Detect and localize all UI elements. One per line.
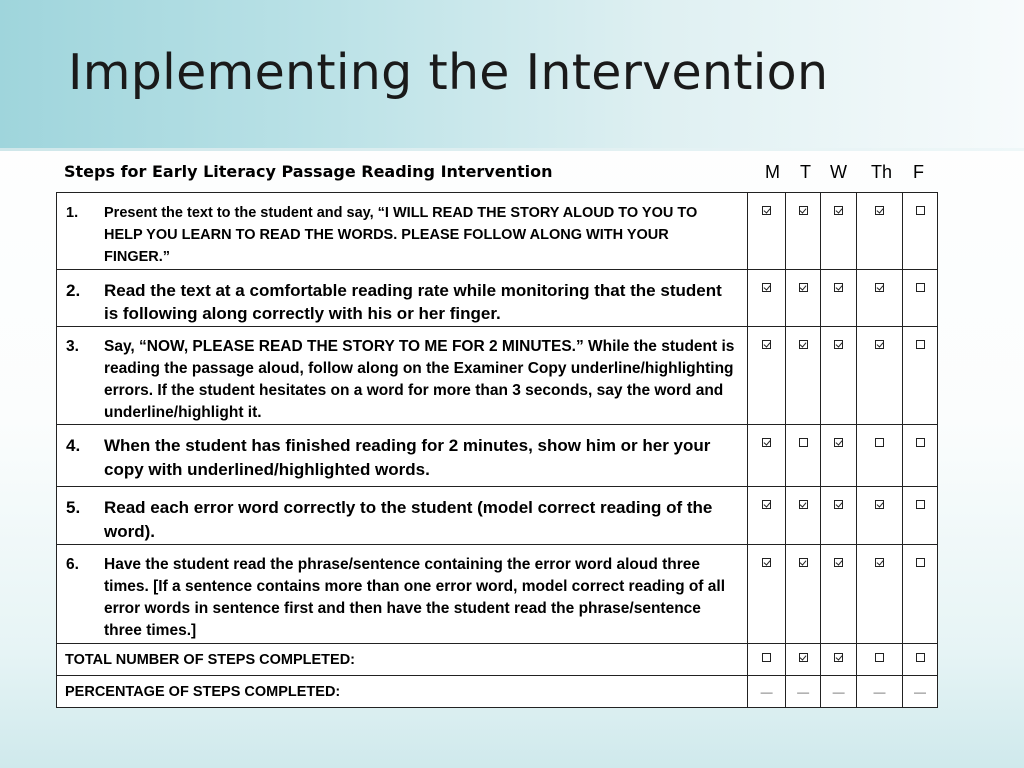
check-cell-f[interactable] (903, 487, 938, 545)
check-cell-th[interactable] (857, 487, 903, 545)
checkbox[interactable] (875, 653, 884, 662)
checkbox[interactable] (834, 206, 843, 215)
checkbox[interactable] (875, 283, 884, 292)
checkbox[interactable] (799, 500, 808, 509)
step-number: 3. (66, 338, 79, 355)
check-cell-th[interactable] (857, 545, 903, 644)
checkbox[interactable] (834, 500, 843, 509)
check-cell-m[interactable] (748, 327, 786, 425)
percentage-label: PERCENTAGE OF STEPS COMPLETED: (57, 676, 748, 708)
table-header (56, 160, 938, 188)
check-cell-t[interactable] (786, 327, 821, 425)
check-cell-f[interactable] (903, 425, 938, 487)
checkbox[interactable] (762, 653, 771, 662)
checkbox[interactable] (916, 283, 925, 292)
step-row (57, 327, 938, 425)
percentage-cell-th[interactable]: — (857, 676, 903, 708)
slide-title: Implementing the Intervention (68, 44, 829, 101)
checkbox[interactable] (916, 206, 925, 215)
check-cell-th[interactable] (857, 425, 903, 487)
checkbox[interactable] (762, 438, 771, 447)
checkbox[interactable] (799, 558, 808, 567)
step-text: Have the student read the phrase/sentence containing the error word aloud three times. [If a sentence contains more than one error word, model correct reading of all error words in sentence first and then have the student read the phrase/sentence three times.] (104, 556, 726, 639)
total-cell-w[interactable] (821, 644, 857, 676)
checkbox[interactable] (875, 340, 884, 349)
step-text: Say, “NOW, PLEASE READ THE STORY TO ME FOR 2 MINUTES.” While the student is reading the passage aloud, follow along on the Examiner Copy underline/highlighting errors. If the student hesitates on a word for more than 3 seconds, say the word and underline/highlight it. (104, 338, 735, 421)
check-cell-m[interactable] (748, 487, 786, 545)
total-row (57, 644, 938, 676)
day-header-friday: F (913, 162, 924, 182)
total-cell-m[interactable] (748, 644, 786, 676)
check-cell-t[interactable] (786, 270, 821, 327)
day-header-wednesday: W (830, 162, 847, 182)
checkbox[interactable] (834, 438, 843, 447)
step-text: Present the text to the student and say, “I WILL READ THE STORY ALOUD TO YOU TO HELP YOU LEARN TO READ THE WORDS. PLEASE FOLLOW ALONG WITH YOUR FINGER.” (104, 205, 698, 265)
day-header-tuesday: T (800, 162, 811, 182)
step-number: 2. (66, 281, 81, 300)
checkbox[interactable] (799, 340, 808, 349)
check-cell-w[interactable] (821, 487, 857, 545)
checkbox[interactable] (875, 558, 884, 567)
step-number: 4. (66, 436, 81, 455)
check-cell-th[interactable] (857, 327, 903, 425)
checkbox[interactable] (834, 340, 843, 349)
checkbox[interactable] (762, 283, 771, 292)
checkbox[interactable] (875, 500, 884, 509)
step-text: Read the text at a comfortable reading rate while monitoring that the student is following along correctly with his or her finger. (104, 281, 722, 323)
total-cell-f[interactable] (903, 644, 938, 676)
check-cell-f[interactable] (903, 327, 938, 425)
step-cell (57, 327, 748, 425)
checkbox[interactable] (799, 653, 808, 662)
day-header-monday: M (765, 162, 780, 182)
steps-table (56, 192, 938, 708)
step-row (57, 425, 938, 487)
check-cell-t[interactable] (786, 425, 821, 487)
check-cell-f[interactable] (903, 270, 938, 327)
check-cell-m[interactable] (748, 270, 786, 327)
step-number: 5. (66, 498, 81, 517)
check-cell-t[interactable] (786, 193, 821, 270)
checkbox[interactable] (799, 206, 808, 215)
percentage-row (57, 676, 938, 708)
step-cell (57, 487, 748, 545)
checkbox[interactable] (799, 438, 808, 447)
check-cell-w[interactable] (821, 545, 857, 644)
checkbox[interactable] (762, 206, 771, 215)
step-cell (57, 270, 748, 327)
checkbox[interactable] (762, 340, 771, 349)
checkbox[interactable] (916, 438, 925, 447)
check-cell-w[interactable] (821, 327, 857, 425)
checkbox[interactable] (834, 653, 843, 662)
checkbox[interactable] (875, 438, 884, 447)
step-text: Read each error word correctly to the student (model correct reading of the word). (104, 498, 713, 541)
step-row (57, 193, 938, 270)
check-cell-w[interactable] (821, 425, 857, 487)
check-cell-th[interactable] (857, 270, 903, 327)
checkbox[interactable] (916, 558, 925, 567)
step-cell (57, 193, 748, 270)
checkbox[interactable] (875, 206, 884, 215)
step-number: 1. (66, 205, 79, 221)
checkbox[interactable] (799, 283, 808, 292)
total-cell-t[interactable] (786, 644, 821, 676)
check-cell-m[interactable] (748, 425, 786, 487)
step-cell (57, 545, 748, 644)
checkbox[interactable] (762, 500, 771, 509)
percentage-cell-t[interactable]: — (786, 676, 821, 708)
total-cell-th[interactable] (857, 644, 903, 676)
check-cell-f[interactable] (903, 545, 938, 644)
checkbox[interactable] (834, 283, 843, 292)
step-number: 6. (66, 556, 79, 573)
checkbox[interactable] (834, 558, 843, 567)
step-cell (57, 425, 748, 487)
check-cell-t[interactable] (786, 545, 821, 644)
checkbox[interactable] (916, 340, 925, 349)
check-cell-m[interactable] (748, 545, 786, 644)
percentage-cell-f[interactable]: — (903, 676, 938, 708)
percentage-cell-w[interactable]: — (821, 676, 857, 708)
table-caption: Steps for Early Literacy Passage Reading Intervention (64, 162, 553, 181)
percentage-cell-m[interactable]: — (748, 676, 786, 708)
step-text: When the student has finished reading for 2 minutes, show him or her your copy with underlined/highlighted words. (104, 436, 711, 479)
step-row (57, 487, 938, 545)
check-cell-w[interactable] (821, 193, 857, 270)
total-label: TOTAL NUMBER OF STEPS COMPLETED: (57, 644, 748, 676)
check-cell-m[interactable] (748, 193, 786, 270)
step-row (57, 270, 938, 327)
checkbox[interactable] (762, 558, 771, 567)
check-cell-f[interactable] (903, 193, 938, 270)
checkbox[interactable] (916, 653, 925, 662)
step-row (57, 545, 938, 644)
day-header-thursday: Th (871, 162, 893, 182)
check-cell-t[interactable] (786, 487, 821, 545)
check-cell-w[interactable] (821, 270, 857, 327)
checkbox[interactable] (916, 500, 925, 509)
check-cell-th[interactable] (857, 193, 903, 270)
